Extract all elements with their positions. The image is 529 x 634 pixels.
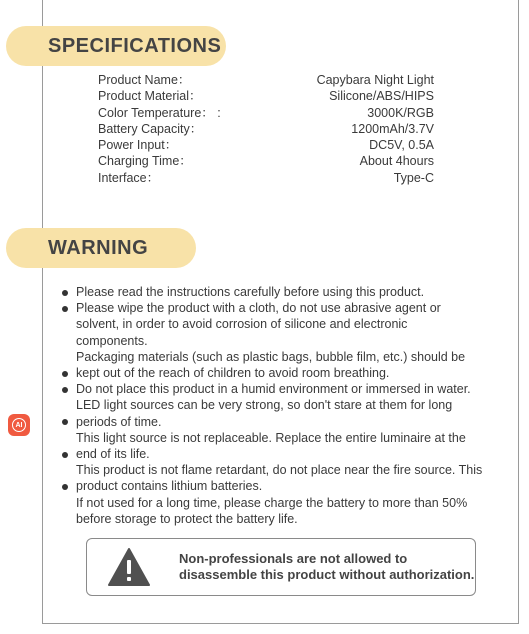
warning-line: components.: [76, 333, 148, 348]
bullet-icon: [62, 419, 68, 425]
warning-line: This product is not flame retardant, do not place near the fire source. This: [76, 463, 483, 478]
warning-line: This light source is not replaceable. Replace the entire luminaire at the: [76, 430, 466, 445]
warning-item: [60, 397, 500, 429]
spec-row: [98, 153, 434, 169]
spec-row: [98, 105, 434, 121]
warning-item: [60, 300, 500, 349]
notice-text: [179, 551, 474, 583]
bullet-icon: [62, 306, 68, 312]
warning-item: [60, 381, 500, 397]
warning-line: If not used for a long time, please charge the battery to more than 50%: [76, 495, 468, 510]
warning-line: solvent, in order to avoid corrosion of silicone and electronic: [76, 317, 408, 332]
bullet-icon: [62, 371, 68, 377]
spec-row: [98, 121, 434, 137]
warning-line: LED light sources can be very strong, so don't stare at them for long: [76, 398, 453, 413]
warning-line: kept out of the reach of children to avoid room breathing.: [76, 366, 390, 381]
spec-row: [98, 72, 434, 88]
ai-badge[interactable]: [8, 414, 30, 436]
notice-line: Non-professionals are not allowed to: [179, 551, 408, 566]
spec-value: 1200mAh/3.7V: [351, 121, 434, 136]
spec-label: Charging Time：: [98, 154, 192, 169]
bullet-icon: [62, 452, 68, 458]
notice-box: [86, 538, 476, 596]
specifications-table: [98, 72, 434, 186]
spec-label: Product Name：: [98, 73, 191, 87]
bullet-icon: [62, 290, 68, 296]
spec-value: DC5V, 0.5A: [369, 138, 434, 153]
spec-label: Interface：: [98, 170, 160, 185]
bullet-icon: [62, 484, 68, 490]
spec-row: [98, 88, 434, 104]
bullet-icon: [62, 387, 68, 393]
warning-item: [60, 462, 500, 494]
warning-line: Please read the instructions carefully before using this product.: [76, 285, 425, 299]
warning-triangle-icon: [107, 547, 151, 587]
spec-label: Color Temperature： :: [98, 105, 221, 120]
spec-value: About 4hours: [359, 154, 434, 169]
specifications-header: [6, 26, 226, 66]
warning-item: [60, 495, 500, 527]
spec-label: Power Input：: [98, 138, 178, 153]
warning-line: product contains lithium batteries.: [76, 479, 263, 494]
spec-row: [98, 137, 434, 153]
spec-value: Capybara Night Light: [316, 73, 434, 87]
specifications-title: SPECIFICATIONS: [48, 34, 222, 57]
notice-line: disassemble this product without authorization.: [179, 567, 475, 582]
spec-value: Type-C: [393, 170, 434, 185]
warning-line: Do not place this product in a humid environment or immersed in water.: [76, 382, 471, 397]
spec-row: [98, 170, 434, 186]
ai-badge-label: AI: [12, 418, 26, 432]
warning-line: before storage to protect the battery life.: [76, 511, 298, 526]
warning-item: [60, 284, 500, 300]
warning-header: [6, 228, 196, 268]
warning-line: periods of time.: [76, 414, 162, 429]
spec-value: 3000K/RGB: [367, 105, 434, 120]
warning-line: end of its life.: [76, 447, 150, 462]
warning-list: [60, 284, 500, 527]
spec-value: Silicone/ABS/HIPS: [329, 89, 434, 104]
spec-label: Battery Capacity：: [98, 121, 203, 136]
warning-item: [60, 349, 500, 381]
warning-item: [60, 430, 500, 462]
warning-title: WARNING: [48, 236, 149, 259]
spec-label: Product Material：: [98, 89, 202, 104]
warning-line: Please wipe the product with a cloth, do not use abrasive agent or: [76, 301, 441, 316]
warning-line: Packaging materials (such as plastic bags, bubble film, etc.) should be: [76, 349, 466, 364]
